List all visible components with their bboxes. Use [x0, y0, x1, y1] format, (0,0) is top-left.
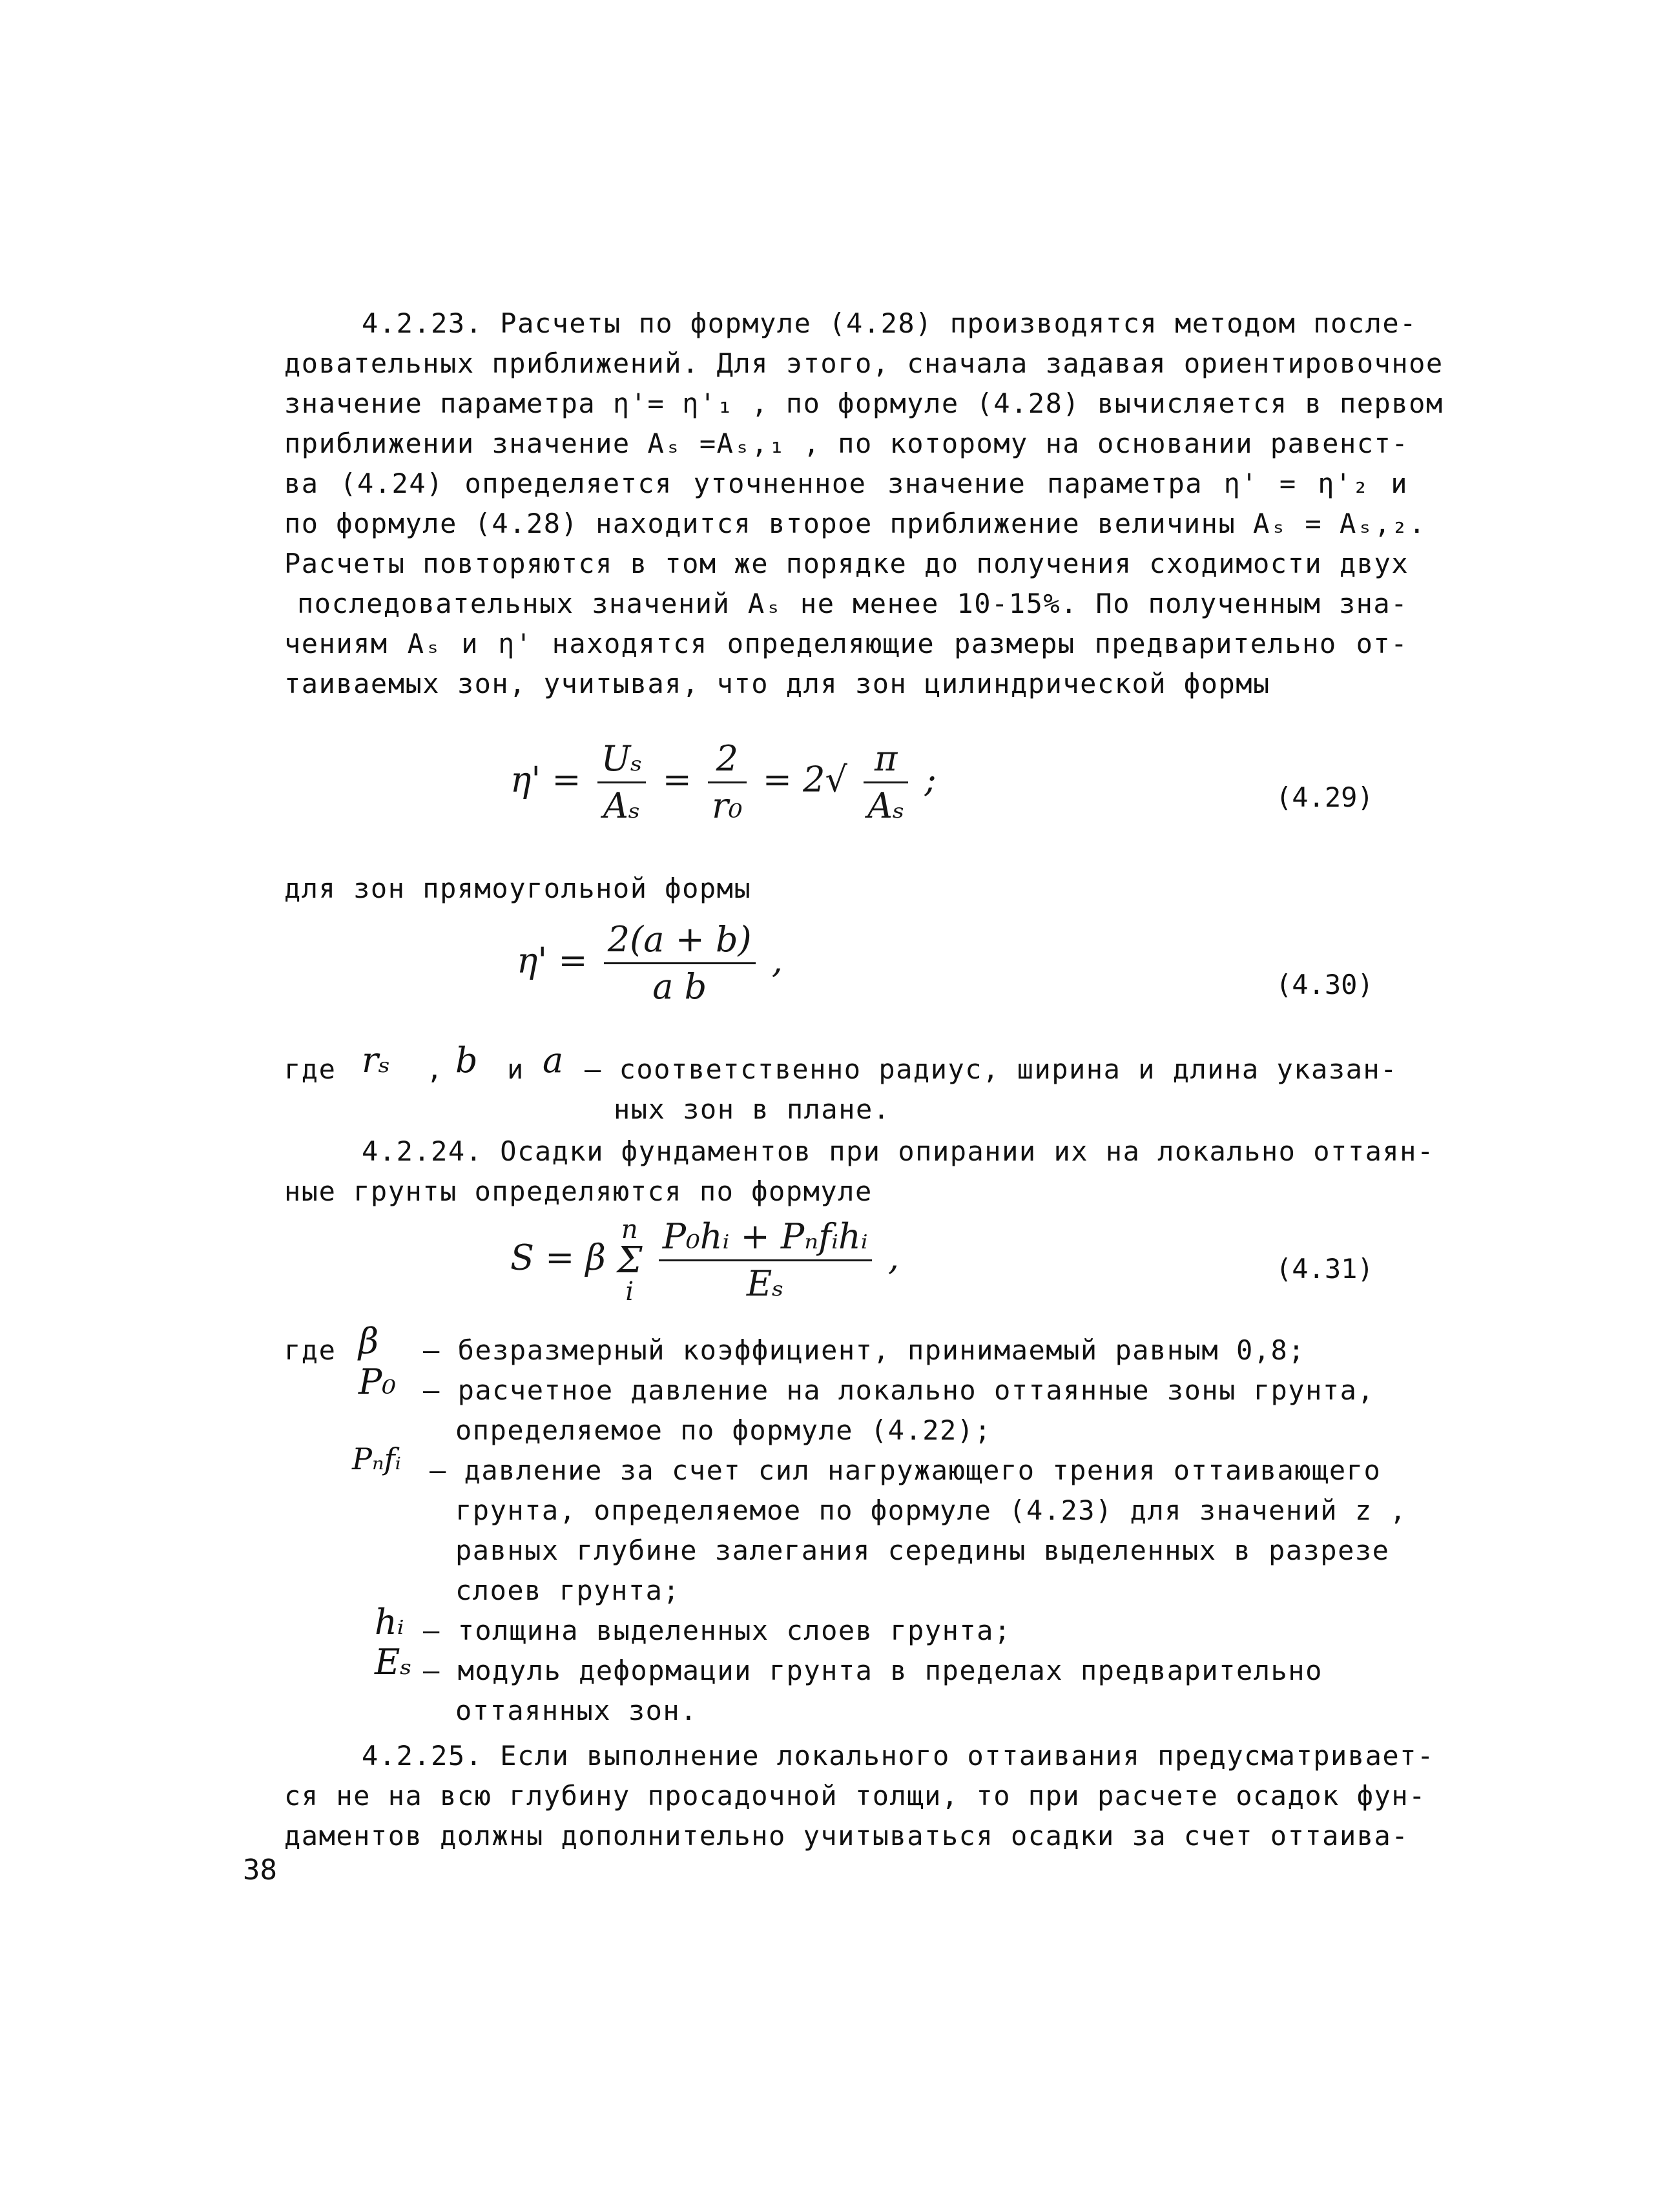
eq-lhs: η' = [510, 759, 581, 800]
definition-text: слоев грунта; [455, 1575, 681, 1606]
symbol-p0: P₀ [358, 1361, 396, 1402]
eq-tail: , [771, 940, 783, 981]
text-line: чениям Aₛ и η' находятся определяющие размеры предварительно от- [284, 628, 1408, 659]
sum-sign [616, 1214, 643, 1307]
text-line: довательных приближений. Для этого, сначала задавая ориентировочное [284, 347, 1444, 379]
denominator: Aₛ [867, 785, 905, 826]
symbol-rs: rₛ [362, 1040, 391, 1080]
equation-number: (4.29) [1276, 781, 1374, 813]
eq-sqrt: = 2√ [762, 759, 847, 800]
numerator: Uₛ [597, 736, 647, 783]
equals-sign: = [662, 759, 692, 800]
text-line: по формуле (4.28) находится второе приближение величины Aₛ = Aₛ,₂. [284, 508, 1426, 539]
definition-text: – давление за счет сил нагружающего трения оттаивающего [430, 1454, 1382, 1486]
equation-4-31 [510, 1214, 899, 1307]
and-word: и [507, 1053, 524, 1085]
text-line: 4.2.24. Осадки фундаментов при опирании их на локально оттаян- [362, 1135, 1435, 1167]
numerator: 2(a + b) [604, 917, 756, 964]
sum-lower: i [625, 1276, 634, 1307]
where-text: – соответственно радиус, ширина и длина указан- [585, 1053, 1398, 1085]
fraction [597, 736, 647, 829]
where-text: ных зон в плане. [614, 1093, 891, 1125]
text-line: таиваемых зон, учитывая, что для зон цилиндрической формы [284, 668, 1270, 699]
definition-text: – модуль деформации грунта в пределах предварительно [423, 1655, 1323, 1686]
separator: , [426, 1053, 444, 1085]
text-line: значение параметра η'= η'₁ , по формуле (4.28) вычисляется в первом [284, 388, 1444, 419]
where-label: где [284, 1053, 337, 1085]
definition-text: равных глубине залегания середины выделенных в разрезе [455, 1535, 1390, 1566]
denominator: Aₛ [603, 785, 641, 826]
equation-4-29 [510, 736, 937, 829]
fraction [708, 736, 746, 829]
definition-text: – толщина выделенных слоев грунта; [423, 1615, 1011, 1646]
definition-text: определяемое по формуле (4.22); [455, 1414, 992, 1446]
where-label: где [284, 1334, 337, 1366]
symbol-pnfi: Pₙfᵢ [352, 1442, 401, 1476]
eq-lhs: S = β [510, 1237, 606, 1278]
symbol-beta: β [358, 1321, 379, 1361]
sum-symbol: Σ [616, 1239, 643, 1281]
equation-number: (4.30) [1276, 969, 1374, 1000]
denominator: Eₛ [746, 1263, 784, 1304]
eq-lhs: η' = [517, 940, 588, 981]
text-line: ные грунты определяются по формуле [284, 1175, 873, 1207]
text-line: даментов должны дополнительно учитываться осадки за счет оттаива- [284, 1820, 1409, 1852]
eq-tail: , [887, 1237, 899, 1278]
symbol-a: a [543, 1040, 564, 1080]
text-line: Расчеты повторяются в том же порядке до получения сходимости двух [284, 548, 1409, 579]
text-line: последовательных значений Aₛ не менее 10-15%. По полученным зна- [297, 588, 1408, 619]
text-line: для зон прямоугольной формы [284, 873, 752, 904]
equation-number: (4.31) [1276, 1253, 1374, 1285]
text-line: 4.2.23. Расчеты по формуле (4.28) производятся методом после- [362, 307, 1417, 339]
text-line: 4.2.25. Если выполнение локального оттаивания предусматривает- [362, 1740, 1435, 1772]
symbol-es: Eₛ [375, 1642, 412, 1682]
definition-text: – безразмерный коэффициент, принимаемый равным 0,8; [423, 1334, 1306, 1366]
text-line: ся не на всю глубину просадочной толщи, то при расчете осадок фун- [284, 1780, 1426, 1812]
text-line: ва (4.24) определяется уточненное значение параметра η' = η'₂ и [284, 468, 1408, 499]
fraction [659, 1214, 872, 1307]
symbol-hi: hᵢ [375, 1602, 404, 1642]
fraction [604, 917, 756, 1009]
numerator: P₀hᵢ + Pₙfᵢhᵢ [659, 1214, 872, 1261]
denominator: a b [652, 966, 707, 1007]
fraction [864, 736, 908, 829]
page-number: 38 [243, 1854, 277, 1886]
symbol-b: b [455, 1040, 478, 1080]
sum-upper: n [621, 1214, 638, 1245]
eq-tail: ; [924, 759, 937, 800]
definition-text: – расчетное давление на локально оттаянные зоны грунта, [423, 1374, 1375, 1406]
equation-4-30 [517, 917, 783, 1009]
definition-text: оттаянных зон. [455, 1695, 698, 1726]
numerator: 2 [708, 736, 746, 783]
numerator: π [864, 736, 908, 783]
text-line: приближении значение Aₛ =Aₛ,₁ , по которому на основании равенст- [284, 428, 1409, 459]
denominator: r₀ [712, 785, 743, 826]
definition-text: грунта, определяемое по формуле (4.23) для значений z , [455, 1494, 1407, 1526]
